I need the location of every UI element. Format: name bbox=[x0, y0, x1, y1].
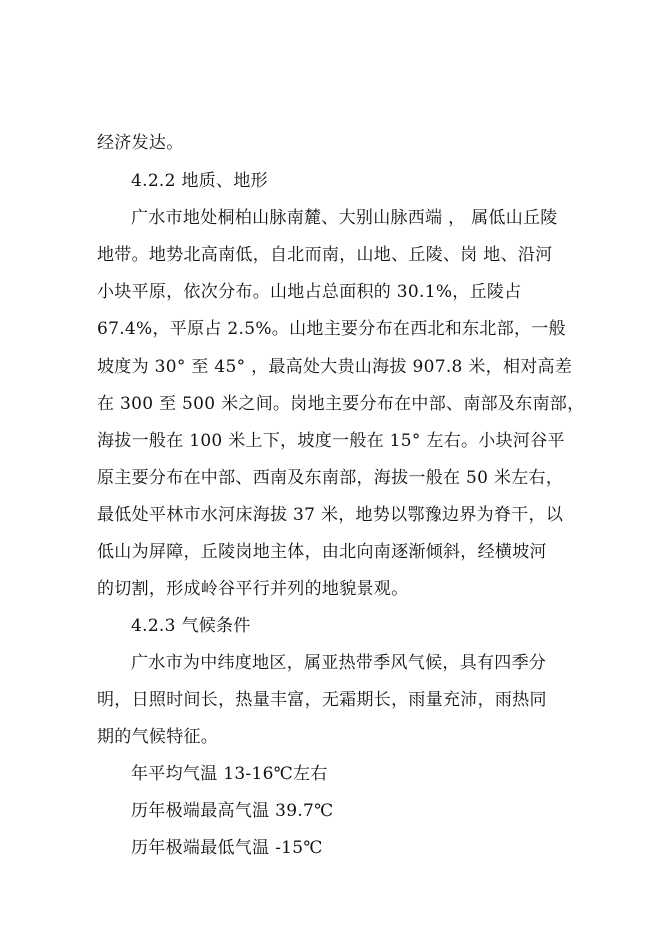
climate-stat-mean-temp: 年平均气温 13-16℃左右 bbox=[131, 764, 328, 784]
section-heading-4-2-2: 4.2.2 地质、地形 bbox=[131, 171, 268, 191]
text-line: 原主要分布在中部、西南及东南部，海拔一般在 50 米左右， bbox=[97, 468, 564, 488]
climate-stat-min-temp: 历年极端最低气温 -15℃ bbox=[131, 838, 323, 858]
text-line: 坡度为 30° 至 45° ，最高处大贵山海拔 907.8 米，相对高差 bbox=[97, 357, 573, 377]
text-line: 期的气候特征。 bbox=[97, 727, 219, 747]
text-line: 广水市地处桐柏山脉南麓、大别山脉西端 ， 属低山丘陵 bbox=[131, 208, 558, 228]
text-line: 的切割，形成岭谷平行并列的地貌景观。 bbox=[97, 579, 409, 599]
text-line: 低山为屏障，丘陵岗地主体，由北向南逐渐倾斜，经横坡河 bbox=[97, 542, 547, 562]
text-line: 广水市为中纬度地区，属亚热带季风气候，具有四季分 bbox=[131, 653, 547, 673]
section-heading-4-2-3: 4.2.3 气候条件 bbox=[131, 616, 251, 636]
text-line: 在 300 至 500 米之间。岗地主要分布在中部、南部及东南部， bbox=[97, 394, 585, 414]
text-line: 地带。地势北高南低，自北而南，山地、丘陵、岗 地、沿河 bbox=[97, 245, 553, 265]
climate-stat-max-temp: 历年极端最高气温 39.7℃ bbox=[131, 801, 334, 821]
text-line: 经济发达。 bbox=[97, 133, 184, 153]
text-line: 最低处平林市水河床海拔 37 米，地势以鄂豫边界为脊干，以 bbox=[97, 505, 564, 525]
text-line: 海拔一般在 100 米上下，坡度一般在 15° 左右。小块河谷平 bbox=[97, 431, 565, 451]
text-line: 小块平原，依次分布。山地占总面积的 30.1%，丘陵占 bbox=[97, 282, 522, 302]
text-line: 明，日照时间长，热量丰富，无霜期长，雨量充沛，雨热同 bbox=[97, 690, 547, 710]
text-line: 67.4%，平原占 2.5%。山地主要分布在西北和东北部，一般 bbox=[97, 319, 566, 339]
